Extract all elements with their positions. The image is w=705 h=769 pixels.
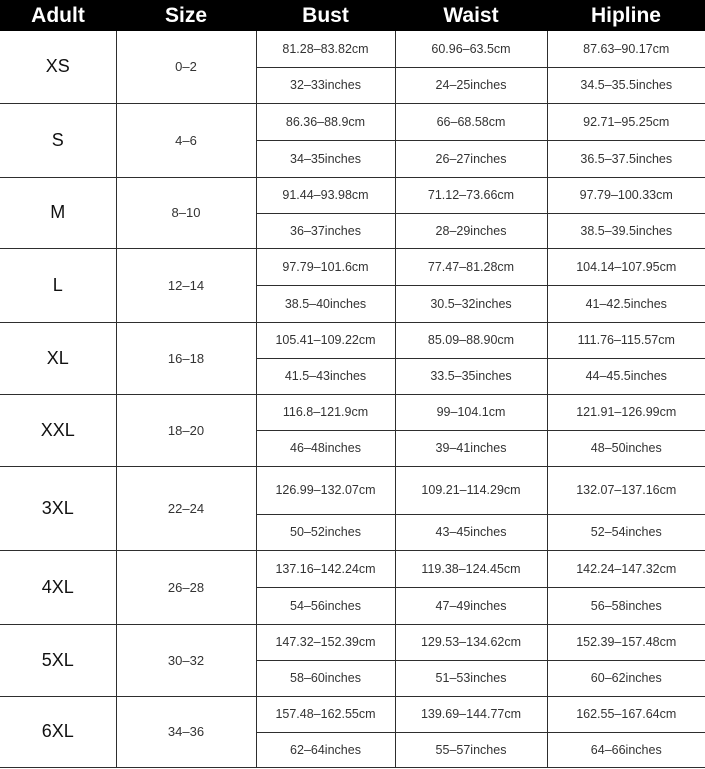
- numeric-size-label: 8–10: [116, 177, 256, 248]
- hipline-cm-cell: 87.63–90.17cm: [547, 31, 705, 67]
- adult-size-label: 4XL: [0, 550, 116, 624]
- waist-cm-cell: 119.38–124.45cm: [395, 550, 547, 587]
- waist-inches-cell: 43–45inches: [395, 514, 547, 550]
- table-row: [0, 248, 705, 285]
- numeric-size-label: 12–14: [116, 248, 256, 322]
- waist-inches-cell: 47–49inches: [395, 587, 547, 624]
- adult-size-label: S: [0, 103, 116, 177]
- hipline-inches-cell: 48–50inches: [547, 430, 705, 466]
- hipline-inches-cell: 34.5–35.5inches: [547, 67, 705, 103]
- hipline-cm-cell: 104.14–107.95cm: [547, 248, 705, 285]
- hipline-inches-cell: 36.5–37.5inches: [547, 140, 705, 177]
- bust-cm-cell: 81.28–83.82cm: [256, 31, 395, 67]
- waist-inches-cell: 26–27inches: [395, 140, 547, 177]
- adult-size-label: 3XL: [0, 466, 116, 550]
- adult-size-label: 5XL: [0, 624, 116, 696]
- numeric-size-label: 16–18: [116, 322, 256, 394]
- hipline-cm-cell: 97.79–100.33cm: [547, 177, 705, 213]
- bust-inches-cell: 50–52inches: [256, 514, 395, 550]
- bust-cm-cell: 157.48–162.55cm: [256, 696, 395, 732]
- adult-size-label: XXL: [0, 394, 116, 466]
- bust-cm-cell: 126.99–132.07cm: [256, 466, 395, 514]
- waist-cm-cell: 129.53–134.62cm: [395, 624, 547, 660]
- waist-inches-cell: 30.5–32inches: [395, 285, 547, 322]
- adult-size-label: XS: [0, 31, 116, 103]
- hipline-cm-cell: 111.76–115.57cm: [547, 322, 705, 358]
- waist-cm-cell: 99–104.1cm: [395, 394, 547, 430]
- header-adult: Adult: [0, 0, 116, 31]
- waist-inches-cell: 55–57inches: [395, 732, 547, 767]
- table-row: [0, 696, 705, 732]
- waist-inches-cell: 24–25inches: [395, 67, 547, 103]
- waist-cm-cell: 71.12–73.66cm: [395, 177, 547, 213]
- bust-cm-cell: 116.8–121.9cm: [256, 394, 395, 430]
- waist-inches-cell: 51–53inches: [395, 660, 547, 696]
- table-row: [0, 322, 705, 358]
- table-row: [0, 624, 705, 660]
- numeric-size-label: 34–36: [116, 696, 256, 767]
- header-row: [0, 0, 705, 31]
- waist-inches-cell: 28–29inches: [395, 213, 547, 248]
- waist-cm-cell: 85.09–88.90cm: [395, 322, 547, 358]
- table-row: [0, 466, 705, 514]
- bust-cm-cell: 86.36–88.9cm: [256, 103, 395, 140]
- bust-inches-cell: 41.5–43inches: [256, 358, 395, 394]
- header-hipline: Hipline: [547, 0, 705, 31]
- adult-size-label: XL: [0, 322, 116, 394]
- header-size: Size: [116, 0, 256, 31]
- bust-inches-cell: 38.5–40inches: [256, 285, 395, 322]
- hipline-cm-cell: 121.91–126.99cm: [547, 394, 705, 430]
- numeric-size-label: 26–28: [116, 550, 256, 624]
- adult-size-label: 6XL: [0, 696, 116, 767]
- table-row: [0, 31, 705, 67]
- waist-cm-cell: 60.96–63.5cm: [395, 31, 547, 67]
- hipline-cm-cell: 142.24–147.32cm: [547, 550, 705, 587]
- hipline-inches-cell: 56–58inches: [547, 587, 705, 624]
- table-row: [0, 550, 705, 587]
- adult-size-label: L: [0, 248, 116, 322]
- bust-cm-cell: 137.16–142.24cm: [256, 550, 395, 587]
- bust-cm-cell: 105.41–109.22cm: [256, 322, 395, 358]
- hipline-inches-cell: 60–62inches: [547, 660, 705, 696]
- waist-cm-cell: 109.21–114.29cm: [395, 466, 547, 514]
- hipline-cm-cell: 132.07–137.16cm: [547, 466, 705, 514]
- table-body: [0, 31, 705, 767]
- numeric-size-label: 0–2: [116, 31, 256, 103]
- header-waist: Waist: [395, 0, 547, 31]
- hipline-inches-cell: 38.5–39.5inches: [547, 213, 705, 248]
- hipline-inches-cell: 64–66inches: [547, 732, 705, 767]
- hipline-inches-cell: 44–45.5inches: [547, 358, 705, 394]
- waist-cm-cell: 139.69–144.77cm: [395, 696, 547, 732]
- hipline-cm-cell: 162.55–167.64cm: [547, 696, 705, 732]
- hipline-inches-cell: 41–42.5inches: [547, 285, 705, 322]
- numeric-size-label: 4–6: [116, 103, 256, 177]
- table-row: [0, 177, 705, 213]
- hipline-inches-cell: 52–54inches: [547, 514, 705, 550]
- bust-inches-cell: 58–60inches: [256, 660, 395, 696]
- adult-size-label: M: [0, 177, 116, 248]
- header-bust: Bust: [256, 0, 395, 31]
- numeric-size-label: 22–24: [116, 466, 256, 550]
- table-row: [0, 103, 705, 140]
- waist-inches-cell: 39–41inches: [395, 430, 547, 466]
- bust-inches-cell: 62–64inches: [256, 732, 395, 767]
- bust-inches-cell: 36–37inches: [256, 213, 395, 248]
- bust-inches-cell: 46–48inches: [256, 430, 395, 466]
- bust-inches-cell: 34–35inches: [256, 140, 395, 177]
- bust-inches-cell: 32–33inches: [256, 67, 395, 103]
- waist-cm-cell: 77.47–81.28cm: [395, 248, 547, 285]
- bust-cm-cell: 147.32–152.39cm: [256, 624, 395, 660]
- hipline-cm-cell: 152.39–157.48cm: [547, 624, 705, 660]
- waist-cm-cell: 66–68.58cm: [395, 103, 547, 140]
- bust-cm-cell: 91.44–93.98cm: [256, 177, 395, 213]
- numeric-size-label: 30–32: [116, 624, 256, 696]
- bust-cm-cell: 97.79–101.6cm: [256, 248, 395, 285]
- hipline-cm-cell: 92.71–95.25cm: [547, 103, 705, 140]
- table-row: [0, 394, 705, 430]
- bust-inches-cell: 54–56inches: [256, 587, 395, 624]
- numeric-size-label: 18–20: [116, 394, 256, 466]
- waist-inches-cell: 33.5–35inches: [395, 358, 547, 394]
